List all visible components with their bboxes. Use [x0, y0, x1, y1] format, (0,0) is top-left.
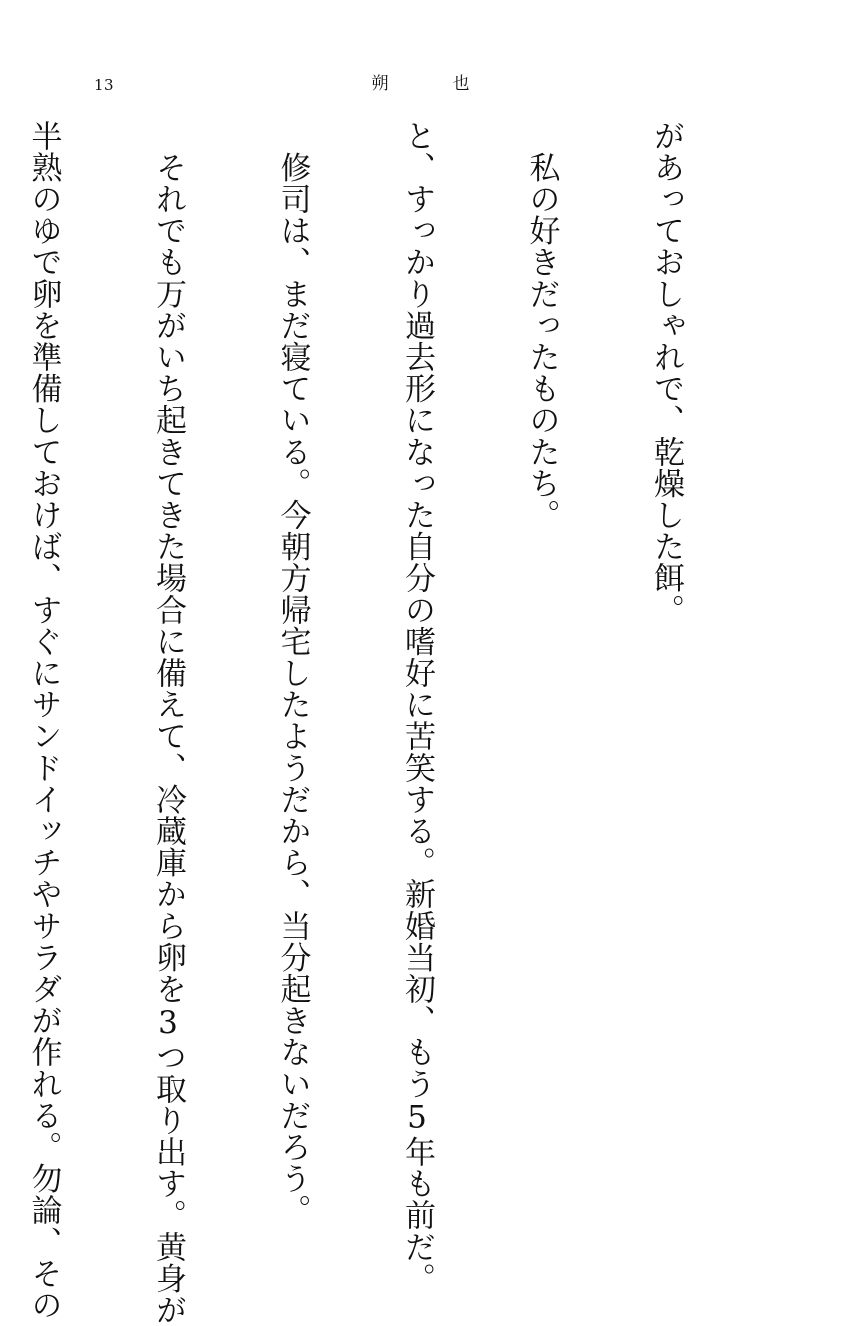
text-column-11: 半熟のゆで卵を準備しておけば、すぐにサンドイッチやサラダが作れる。勿論、その — [25, 120, 62, 1321]
text-column-13: 修司は、まだ寝ている。今朝方帰宅したようだから、当分起きないだろう。 — [274, 120, 311, 1226]
running-header-author — [0, 74, 841, 94]
text-column-12: それでも万がいち起きてきた場合に備えて、冷蔵庫から卵を3つ取り出す。黄身が — [150, 120, 186, 1326]
page-number: 13 — [94, 76, 115, 94]
text-column-15: 私の好きだったものたち。 — [523, 120, 560, 531]
author-name-second-char: 也 — [452, 74, 470, 94]
text-column-14: と、すっかり過去形になった自分の嗜好に苦笑する。新婚当初、もう5年も前だ。 — [399, 120, 435, 1295]
vertical-body-text — [0, 120, 769, 1326]
author-name-first-char: 朔 — [371, 74, 389, 94]
text-column-16: があっておしゃれで、乾燥した餌。 — [648, 120, 684, 626]
